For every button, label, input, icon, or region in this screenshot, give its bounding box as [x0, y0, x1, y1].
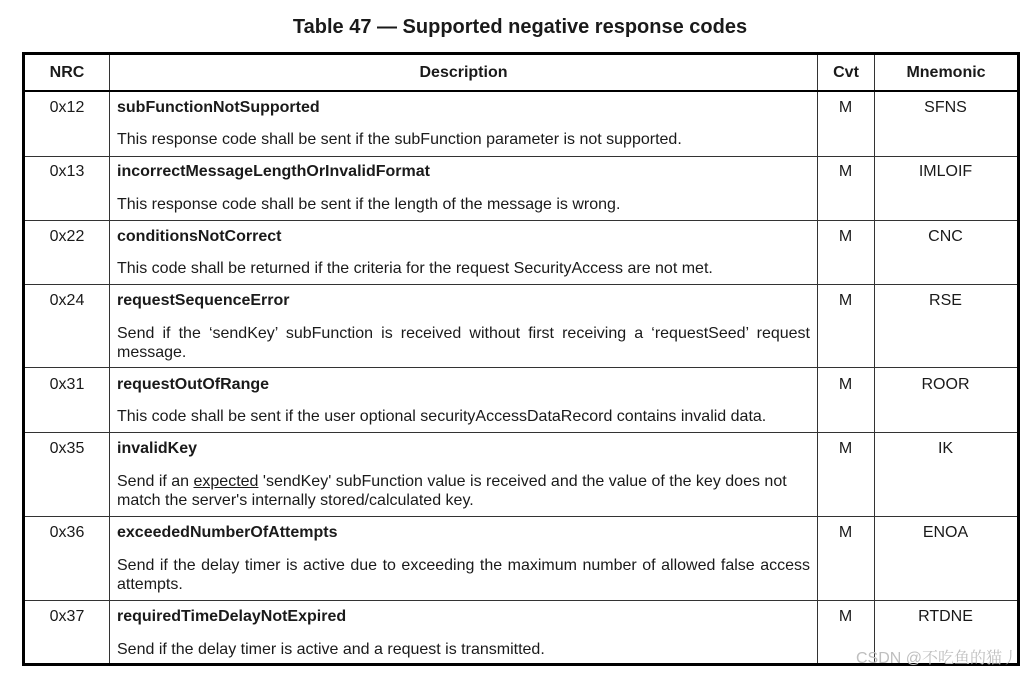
col-separator: [874, 55, 875, 663]
cvt-value: M: [838, 228, 853, 245]
row-divider: [25, 284, 1017, 285]
mnemonic-value: RTDNE: [918, 608, 973, 625]
nrc-table: [22, 52, 1020, 666]
nrc-value: 0x22: [49, 228, 85, 245]
cvt-value: M: [838, 524, 853, 541]
code-description-line: attempts.: [117, 576, 183, 593]
underlined-word: expected: [193, 473, 259, 490]
col-separator: [817, 55, 818, 663]
code-description-line: [117, 472, 810, 491]
header-description: Description: [419, 64, 508, 81]
code-name: requestSequenceError: [117, 292, 290, 309]
code-name: subFunctionNotSupported: [117, 99, 320, 116]
row-divider: [25, 367, 1017, 368]
cvt-value: M: [838, 292, 853, 309]
cvt-value: M: [838, 163, 853, 180]
code-description: Send if the delay timer is active and a request is transmitted.: [117, 641, 545, 658]
code-name: invalidKey: [117, 440, 198, 457]
nrc-value: 0x13: [49, 163, 85, 180]
header-nrc: NRC: [49, 64, 85, 81]
row-divider: [25, 600, 1017, 601]
row-divider: [25, 432, 1017, 433]
text-post: 'sendKey' subFunction value is received and the value of the key does not: [258, 473, 787, 490]
code-description: This response code shall be sent if the length of the message is wrong.: [117, 196, 621, 213]
nrc-value: 0x36: [49, 524, 85, 541]
header-divider: [25, 90, 1017, 92]
code-description: This code shall be sent if the user optional securityAccessDataRecord contains invalid data.: [117, 408, 767, 425]
nrc-value: 0x12: [49, 99, 85, 116]
table-title: Table 47 — Supported negative response codes: [292, 16, 748, 38]
code-name: requestOutOfRange: [117, 376, 270, 393]
code-description: This response code shall be sent if the subFunction parameter is not supported.: [117, 131, 682, 148]
code-name: conditionsNotCorrect: [117, 228, 282, 245]
mnemonic-value: SFNS: [924, 99, 967, 116]
nrc-value: 0x24: [49, 292, 85, 309]
cvt-value: M: [838, 99, 853, 116]
code-name: exceededNumberOfAttempts: [117, 524, 338, 541]
code-name: incorrectMessageLengthOrInvalidFormat: [117, 163, 430, 180]
code-description-line: match the server's internally stored/calculated key.: [117, 492, 474, 509]
row-divider: [25, 220, 1017, 221]
code-description-line: Send if the ‘sendKey’ subFunction is received without first receiving a ‘requestSeed’ request: [117, 325, 810, 342]
col-separator: [109, 55, 110, 663]
cvt-value: M: [838, 608, 853, 625]
mnemonic-value: ENOA: [922, 524, 969, 541]
row-divider: [25, 156, 1017, 157]
header-mnemonic: Mnemonic: [906, 64, 986, 81]
row-divider: [25, 516, 1017, 517]
code-description: This code shall be returned if the criteria for the request SecurityAccess are not met.: [117, 260, 713, 277]
watermark: CSDN @不吃鱼的猫丿: [855, 650, 1018, 667]
cvt-value: M: [838, 440, 853, 457]
mnemonic-value: RSE: [929, 292, 962, 309]
nrc-value: 0x31: [49, 376, 85, 393]
mnemonic-value: IMLOIF: [918, 163, 973, 180]
header-cvt: Cvt: [833, 64, 859, 81]
cvt-value: M: [838, 376, 853, 393]
text-pre: Send if an: [117, 473, 194, 490]
mnemonic-value: ROOR: [921, 376, 970, 393]
code-description-line: message.: [117, 344, 187, 361]
code-name: requiredTimeDelayNotExpired: [117, 608, 347, 625]
nrc-value: 0x37: [49, 608, 85, 625]
code-description-line: Send if the delay timer is active due to exceeding the maximum number of allowed false access: [117, 557, 810, 574]
mnemonic-value: CNC: [928, 228, 963, 245]
nrc-value: 0x35: [49, 440, 85, 457]
mnemonic-value: IK: [937, 440, 954, 457]
